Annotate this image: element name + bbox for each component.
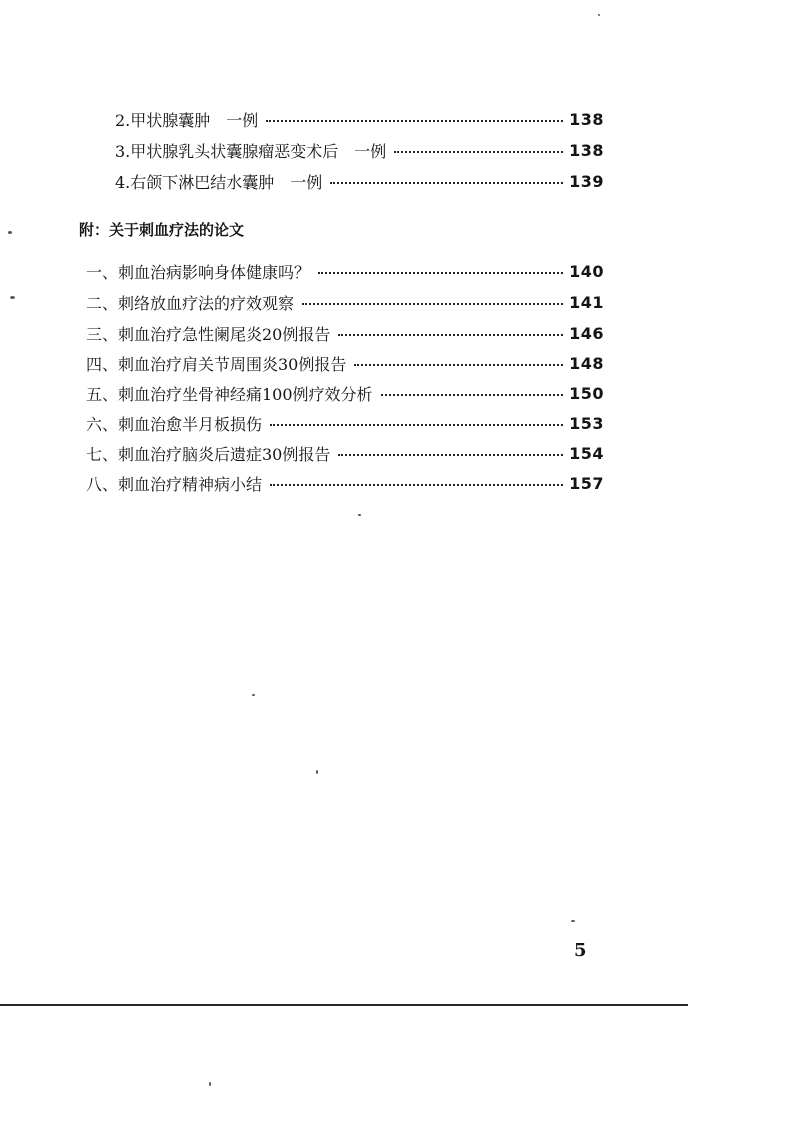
scan-speck xyxy=(358,514,361,516)
scan-speck xyxy=(598,14,600,16)
scan-speck xyxy=(316,770,318,774)
toc-item-title: 4.右颌下淋巴结水囊肿 一例 xyxy=(115,172,323,192)
toc-item-page: 141 xyxy=(569,292,604,312)
leader-dots xyxy=(266,120,563,122)
toc-item-page: 154 xyxy=(569,443,604,463)
scan-speck xyxy=(10,296,15,299)
leader-dots xyxy=(330,182,563,184)
toc-item-title: 四、刺血治疗肩关节周围炎30例报告 xyxy=(86,354,347,374)
leader-dots xyxy=(381,394,564,396)
toc-subitem xyxy=(115,106,604,132)
leader-dots xyxy=(338,454,563,456)
toc-item-page: 148 xyxy=(569,353,604,373)
toc-subitem xyxy=(115,168,604,194)
leader-dots xyxy=(270,424,563,426)
bottom-rule xyxy=(0,1004,688,1006)
toc-item xyxy=(86,320,604,346)
toc-item xyxy=(86,350,604,376)
toc-item xyxy=(86,410,604,436)
toc-item xyxy=(86,380,604,406)
toc-item xyxy=(86,289,604,315)
scan-speck xyxy=(8,231,12,234)
toc-item-title: 六、刺血治愈半月板损伤 xyxy=(86,414,263,434)
scan-speck xyxy=(571,920,575,922)
toc-item-title: 2.甲状腺囊肿 一例 xyxy=(115,110,259,130)
toc-item-title: 七、刺血治疗脑炎后遗症30例报告 xyxy=(86,444,331,464)
toc-item-page: 153 xyxy=(569,413,604,433)
toc-item-title: 一、刺血治病影响身体健康吗？ xyxy=(86,262,311,282)
leader-dots xyxy=(270,484,563,486)
toc-item-title: 五、刺血治疗坐骨神经痛100例疗效分析 xyxy=(86,384,373,404)
toc-item-title: 二、刺络放血疗法的疗效观察 xyxy=(86,293,295,313)
toc-item xyxy=(86,470,604,496)
toc-item-page: 150 xyxy=(569,383,604,403)
scan-speck xyxy=(252,694,255,696)
page-number: 5 xyxy=(574,940,587,961)
toc-item-title: 3.甲状腺乳头状囊腺瘤恶变术后 一例 xyxy=(115,141,387,161)
leader-dots xyxy=(302,303,563,305)
toc-item-title: 三、刺血治疗急性阑尾炎20例报告 xyxy=(86,324,331,344)
appendix-heading: 附：关于刺血疗法的论文 xyxy=(79,221,245,239)
leader-dots xyxy=(394,151,563,153)
leader-dots xyxy=(354,364,563,366)
leader-dots xyxy=(318,272,563,274)
toc-item xyxy=(86,440,604,466)
leader-dots xyxy=(338,334,563,336)
toc-item-title: 八、刺血治疗精神病小结 xyxy=(86,474,263,494)
toc-subitem xyxy=(115,137,604,163)
toc-item-page: 138 xyxy=(569,109,604,129)
toc-item-page: 157 xyxy=(569,473,604,493)
toc-item-page: 140 xyxy=(569,261,604,281)
scan-speck xyxy=(209,1082,211,1086)
toc-item-page: 138 xyxy=(569,140,604,160)
toc-item-page: 139 xyxy=(569,171,604,191)
toc-item-page: 146 xyxy=(569,323,604,343)
toc-item xyxy=(86,258,604,284)
